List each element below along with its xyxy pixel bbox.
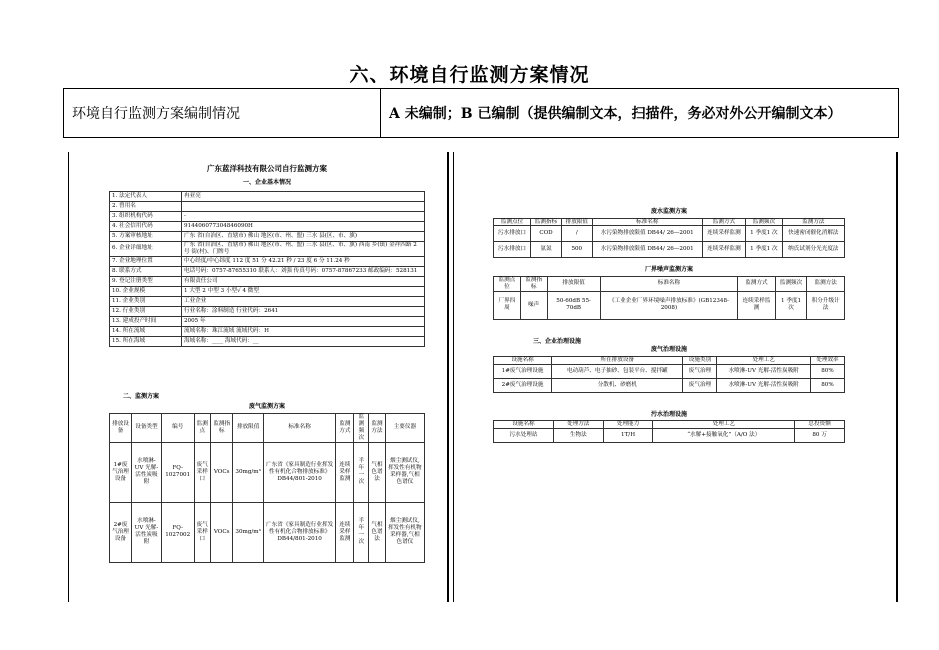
noise-plan-header-cell: 标准名称 bbox=[600, 276, 738, 291]
basic-info-row bbox=[110, 296, 425, 306]
water-plan-header-cell: 监测方法 bbox=[782, 218, 844, 226]
gas-facility-cell: 电动葫芦、电子抽砂、包装平台、搅拌罐 bbox=[552, 364, 683, 378]
scan-divider-left bbox=[447, 152, 449, 602]
basic-info-cell: 2. 曾用名 bbox=[110, 201, 182, 211]
plan-status-label: 环境自行监测方案编制情况 bbox=[64, 89, 381, 137]
gas-facility-title: 废气治理设施 bbox=[650, 346, 687, 354]
noise-plan-header-cell: 监测方式 bbox=[738, 276, 776, 291]
water-plan-cell: COD bbox=[531, 226, 562, 242]
basic-info-cell: 4. 社会信用代码 bbox=[110, 221, 182, 231]
gas-plan-header-cell: 编号 bbox=[161, 413, 194, 442]
basic-info-cell: 2005 年 bbox=[182, 316, 425, 326]
basic-info-cell: 8. 联系方式 bbox=[110, 266, 182, 276]
basic-info-cell: 13. 建成投产时间 bbox=[110, 316, 182, 326]
water-facility-row bbox=[494, 429, 845, 443]
water-facility-header-cell: 设施名称 bbox=[494, 421, 554, 429]
gas-facility-header-cell: 设施类别 bbox=[683, 356, 717, 364]
gas-facility-cell: 水喷淋-UV 光解-活性炭吸附 bbox=[717, 364, 810, 378]
water-plan-cell: 污水排放口 bbox=[494, 242, 531, 258]
gas-facility-row bbox=[494, 378, 845, 392]
noise-plan-cell: 《工业企业厂界环境噪声排放标准》(GB12348-2008) bbox=[600, 291, 738, 319]
noise-plan-header-cell: 监测方法 bbox=[807, 276, 845, 291]
water-plan-cell: 纳氏试剂分光光度法 bbox=[782, 242, 844, 258]
water-plan-header-cell: 标准名称 bbox=[592, 218, 702, 226]
gas-plan-cell: 半年一次 bbox=[354, 502, 369, 562]
gas-plan-cell: 30mg/m³ bbox=[233, 502, 263, 562]
gas-facility-header-row bbox=[494, 356, 845, 364]
water-plan-header-row bbox=[494, 218, 845, 226]
page-title: 六、环境自行监测方案情况 bbox=[349, 64, 590, 86]
water-plan-title: 废水监测方案 bbox=[650, 208, 687, 215]
basic-info-cell: 广东 省(自治区、直辖市) 佛山 地区(市、州、盟) 三水 县(区、市、旗) bbox=[182, 231, 425, 241]
water-facility-title: 污水治理设施 bbox=[650, 410, 687, 418]
basic-info-cell: 1. 法定代表人 bbox=[110, 191, 182, 201]
gas-plan-row bbox=[110, 502, 425, 562]
basic-info-row bbox=[110, 316, 425, 326]
basic-info-cell: 14. 所在流域 bbox=[110, 326, 182, 336]
water-plan-cell: 1 季度1 次 bbox=[746, 226, 783, 242]
water-plan-header-cell: 监测方式 bbox=[702, 218, 745, 226]
water-facility-header-cell: 处理工艺 bbox=[653, 421, 795, 429]
gas-facility-cell: 80% bbox=[810, 364, 844, 378]
gas-facility-table bbox=[493, 356, 845, 393]
noise-plan-cell: 积分升级计法 bbox=[807, 291, 845, 319]
noise-plan-header-row bbox=[494, 276, 845, 291]
water-facility-cell: 80 万 bbox=[795, 429, 845, 443]
right-scan-page bbox=[493, 208, 845, 443]
gas-facility-cell: 废气治理 bbox=[683, 378, 717, 392]
basic-info-cell: 广东 省(自治区、直辖市) 佛山 地区(市、州、盟) 三水 县(区、市、旗) 西南 乡(镇) 金祥四路 2 号 街(村)、门牌号 bbox=[182, 241, 425, 256]
basic-info-row bbox=[110, 221, 425, 231]
gas-facility-row bbox=[494, 364, 845, 378]
water-plan-cell: 快速密闭催化消解法 bbox=[782, 226, 844, 242]
basic-info-row bbox=[110, 326, 425, 336]
gas-facility-cell: 1#废气治理设施 bbox=[494, 364, 552, 378]
gas-plan-cell: 广东省《家具制造行业挥发性有机化合物排放标准》DB44/801-2010 bbox=[263, 502, 336, 562]
basic-info-cell bbox=[182, 201, 425, 211]
water-facility-cell: 1T/H bbox=[603, 429, 653, 443]
scan-divider-right bbox=[453, 152, 454, 602]
gas-plan-header-cell: 设备类型 bbox=[132, 413, 162, 442]
water-plan-header-cell: 排放限值 bbox=[561, 218, 592, 226]
gas-plan-cell: 半年一次 bbox=[354, 442, 369, 502]
water-plan-row bbox=[494, 226, 845, 242]
gas-plan-header-row bbox=[110, 413, 425, 442]
section-monitoring-plan: 二、监测方案 bbox=[123, 392, 160, 400]
left-doc-title: 广东蓝洋科技有限公司自行监测方案 bbox=[207, 164, 327, 173]
gas-plan-cell: 连续采样监测 bbox=[336, 502, 354, 562]
noise-plan-header-cell: 监测频次 bbox=[775, 276, 807, 291]
gas-plan-cell: 2#废气治理设备 bbox=[110, 502, 132, 562]
basic-info-cell: 有限责任公司 bbox=[182, 276, 425, 286]
basic-info-cell: 6. 企业详细地址 bbox=[110, 241, 182, 256]
basic-info-table bbox=[109, 191, 425, 347]
noise-plan-cell: 噪声 bbox=[520, 291, 547, 319]
basic-info-cell: 流域名称：珠江流域 流域代码：H bbox=[182, 326, 425, 336]
gas-plan-cell: 气相色谱法 bbox=[369, 442, 385, 502]
left-scan-border bbox=[68, 152, 69, 602]
gas-monitoring-table bbox=[109, 413, 425, 563]
basic-info-row bbox=[110, 266, 425, 276]
basic-info-row bbox=[110, 276, 425, 286]
monitoring-plan-status-table bbox=[63, 88, 899, 138]
gas-plan-cell: 烟尘测试仪,挥发性有机物采样器,气相色谱仪 bbox=[385, 442, 424, 502]
gas-plan-header-cell: 排放限值 bbox=[233, 413, 263, 442]
water-plan-cell: 1 季度1 次 bbox=[746, 242, 783, 258]
gas-plan-header-cell: 监测方法 bbox=[369, 413, 385, 442]
gas-plan-cell: 烟尘测试仪,挥发性有机物采样器,气相色谱仪 bbox=[385, 502, 424, 562]
basic-info-row bbox=[110, 336, 425, 346]
basic-info-cell: - bbox=[182, 211, 425, 221]
water-plan-cell: 连续采样监测 bbox=[702, 242, 745, 258]
water-facility-cell: 污水处理站 bbox=[494, 429, 554, 443]
section-facilities: 三、企业治理设施 bbox=[533, 337, 582, 345]
water-facility-header-cell: 处理能力 bbox=[603, 421, 653, 429]
gas-plan-header-cell: 标准名称 bbox=[263, 413, 336, 442]
gas-plan-header-cell: 监测频次 bbox=[354, 413, 369, 442]
noise-plan-row bbox=[494, 291, 845, 319]
gas-plan-cell: FQ-1027001 bbox=[161, 442, 194, 502]
water-plan-cell: 污水排放口 bbox=[494, 226, 531, 242]
noise-plan-title: 厂界噪声监测方案 bbox=[644, 266, 693, 274]
basic-info-cell: 11. 企业类别 bbox=[110, 296, 182, 306]
right-scan-border bbox=[896, 152, 898, 602]
water-plan-row bbox=[494, 242, 845, 258]
gas-plan-cell: 1#废气治理设备 bbox=[110, 442, 132, 502]
gas-plan-row bbox=[110, 442, 425, 502]
basic-info-cell: 冉亚亮 bbox=[182, 191, 425, 201]
basic-info-cell: 914406077304846090H bbox=[182, 221, 425, 231]
basic-info-row bbox=[110, 201, 425, 211]
noise-plan-header-cell: 监测点位 bbox=[494, 276, 521, 291]
basic-info-cell: 5. 方案审核地址 bbox=[110, 231, 182, 241]
gas-facility-header-cell: 设施名称 bbox=[494, 356, 552, 364]
noise-plan-cell: 1 季度1 次 bbox=[775, 291, 807, 319]
gas-plan-title: 废气监测方案 bbox=[248, 403, 285, 411]
gas-facility-cell: 2#废气治理设施 bbox=[494, 378, 552, 392]
noise-plan-cell: 连续采样监测 bbox=[738, 291, 776, 319]
gas-plan-cell: 连续采样监测 bbox=[336, 442, 354, 502]
basic-info-cell: 行业名称：涂料制造 行业代码：2641 bbox=[182, 306, 425, 316]
basic-info-row bbox=[110, 256, 425, 266]
water-facility-cell: “水解+接触氧化”（A/O 法） bbox=[653, 429, 795, 443]
gas-plan-cell: 水喷淋-UV 光解-活性炭吸附 bbox=[132, 442, 162, 502]
gas-plan-header-cell: 主要仪器 bbox=[385, 413, 424, 442]
basic-info-cell: 10. 企业规模 bbox=[110, 286, 182, 296]
basic-info-cell: 15. 所在海域 bbox=[110, 336, 182, 346]
gas-plan-header-cell: 监测指标 bbox=[210, 413, 232, 442]
gas-facility-header-cell: 处理效率 bbox=[810, 356, 844, 364]
plan-status-value: A 未编制；B 已编制（提供编制文本，扫描件，务必对外公开编制文本） bbox=[389, 106, 842, 122]
water-facility-header-cell: 总投资额 bbox=[795, 421, 845, 429]
basic-info-cell: 12. 行业类别 bbox=[110, 306, 182, 316]
water-plan-header-cell: 监测点位 bbox=[494, 218, 531, 226]
water-plan-cell: 氨氮 bbox=[531, 242, 562, 258]
gas-facility-cell: 80% bbox=[810, 378, 844, 392]
noise-plan-cell: 50-60dB 55-70dB bbox=[547, 291, 600, 319]
water-plan-header-cell: 监测频次 bbox=[746, 218, 783, 226]
water-facility-table bbox=[493, 420, 845, 443]
gas-facility-cell: 分散机、砂磨机 bbox=[552, 378, 683, 392]
basic-info-cell: 9. 登记注册类型 bbox=[110, 276, 182, 286]
water-plan-cell: / bbox=[561, 226, 592, 242]
water-plan-cell: 连续采样监测 bbox=[702, 226, 745, 242]
water-monitoring-table bbox=[493, 218, 845, 259]
gas-facility-header-cell: 所在排放设备 bbox=[552, 356, 683, 364]
gas-facility-header-cell: 处理工艺 bbox=[717, 356, 810, 364]
basic-info-cell: 7. 企业地理位置 bbox=[110, 256, 182, 266]
basic-info-cell: 海域名称：____ 海域代码：__ bbox=[182, 336, 425, 346]
noise-plan-cell: 厂界四周 bbox=[494, 291, 521, 319]
basic-info-row bbox=[110, 211, 425, 221]
gas-facility-cell: 水喷淋-UV 光解-活性炭吸附 bbox=[717, 378, 810, 392]
water-plan-cell: 水污染物排放限值 DB44/ 26—2001 bbox=[592, 242, 702, 258]
noise-plan-header-cell: 排放限值 bbox=[547, 276, 600, 291]
gas-plan-cell: VOCs bbox=[210, 442, 232, 502]
basic-info-cell: 1 大型 2 中型 3 小型√ 4 微型 bbox=[182, 286, 425, 296]
left-scan-page bbox=[109, 164, 425, 563]
gas-plan-header-cell: 监测方式 bbox=[336, 413, 354, 442]
gas-plan-header-cell: 排放设备 bbox=[110, 413, 132, 442]
noise-plan-header-cell: 监测指标 bbox=[520, 276, 547, 291]
basic-info-cell: 电话号码：0757-87655310 联系人：刘强 传真号码：0757-87867233 邮政编码：528131 bbox=[182, 266, 425, 276]
basic-info-row bbox=[110, 286, 425, 296]
gas-plan-cell: 30mg/m³ bbox=[233, 442, 263, 502]
gas-plan-cell: 气相色谱法 bbox=[369, 502, 385, 562]
basic-info-row bbox=[110, 306, 425, 316]
gas-plan-cell: VOCs bbox=[210, 502, 232, 562]
noise-monitoring-table bbox=[493, 276, 845, 320]
gas-plan-cell: FQ-1027002 bbox=[161, 502, 194, 562]
gas-plan-cell: 广东省《家具制造行业挥发性有机化合物排放标准》DB44/801-2010 bbox=[263, 442, 336, 502]
gas-plan-header-cell: 监测点 bbox=[194, 413, 210, 442]
gas-facility-cell: 废气治理 bbox=[683, 364, 717, 378]
water-facility-header-cell: 处理方法 bbox=[553, 421, 603, 429]
basic-info-cell: 中心经度/中心纬度 112 度 51 分 42.21 秒 / 23 度 6 分 11.24 秒 bbox=[182, 256, 425, 266]
gas-plan-cell: 废气采样口 bbox=[194, 442, 210, 502]
water-plan-cell: 500 bbox=[561, 242, 592, 258]
basic-info-row bbox=[110, 241, 425, 256]
basic-info-cell: 工业企业 bbox=[182, 296, 425, 306]
section-basic-info: 一、企业基本情况 bbox=[242, 179, 291, 187]
water-facility-cell: 生物法 bbox=[553, 429, 603, 443]
water-plan-header-cell: 监测指标 bbox=[531, 218, 562, 226]
scanned-document-area bbox=[63, 152, 899, 602]
water-plan-cell: 水污染物排放限值 DB44/ 26—2001 bbox=[592, 226, 702, 242]
basic-info-row bbox=[110, 231, 425, 241]
gas-plan-cell: 水喷淋-UV 光解-活性炭吸附 bbox=[132, 502, 162, 562]
basic-info-row bbox=[110, 191, 425, 201]
gas-plan-cell: 废气采样口 bbox=[194, 502, 210, 562]
basic-info-cell: 3. 组织机构代码 bbox=[110, 211, 182, 221]
water-facility-header-row bbox=[494, 421, 845, 429]
